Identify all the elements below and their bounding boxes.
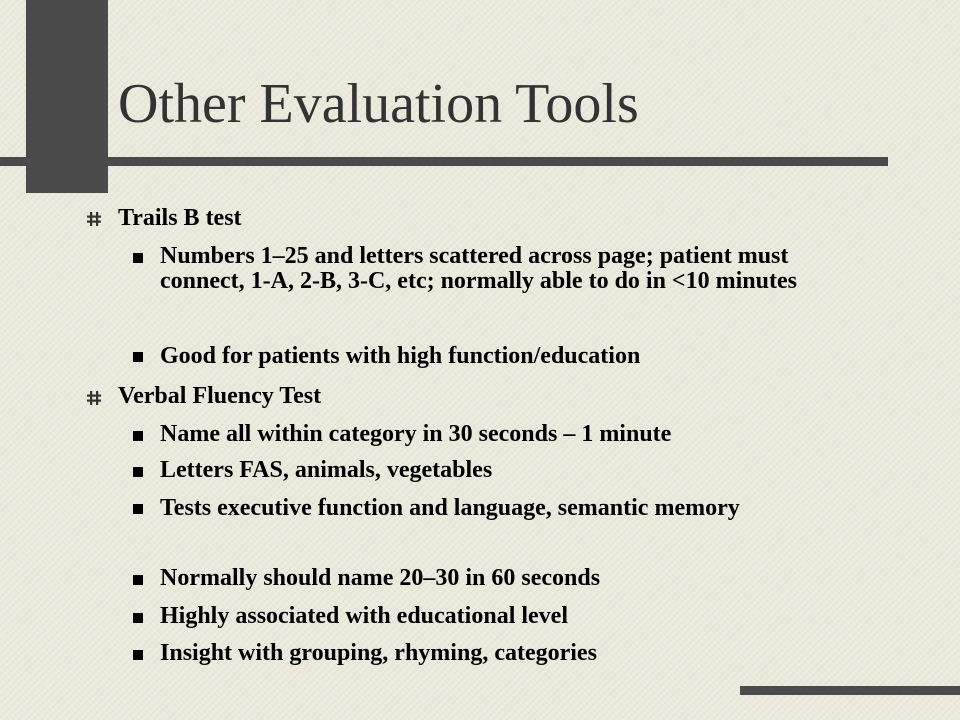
hash-bullet-icon	[86, 211, 102, 227]
square-bullet-icon	[133, 575, 143, 585]
square-bullet-icon	[133, 467, 143, 477]
slide-title: Other Evaluation Tools	[118, 73, 639, 135]
section-heading: Verbal Fluency Test	[118, 383, 322, 409]
list-item: Numbers 1–25 and letters scattered across page; patient must connect, 1-A, 2-B, 3-C, etc; normally able to do in <10 minutes	[160, 243, 797, 294]
list-item: Name all within category in 30 seconds – 1 minute	[160, 421, 672, 447]
square-bullet-icon	[133, 504, 143, 514]
list-item: Good for patients with high function/education	[160, 343, 641, 369]
section-heading: Trails B test	[118, 205, 242, 231]
square-bullet-icon	[133, 253, 143, 263]
list-item: Highly associated with educational level	[160, 603, 568, 629]
square-bullet-icon	[133, 431, 143, 441]
list-item: Letters FAS, animals, vegetables	[160, 457, 493, 483]
list-item: Insight with grouping, rhyming, categories	[160, 640, 597, 666]
hash-bullet-icon	[86, 390, 102, 406]
square-bullet-icon	[133, 650, 143, 660]
square-bullet-icon	[133, 352, 143, 362]
list-item: Normally should name 20–30 in 60 seconds	[160, 565, 601, 591]
list-item: Tests executive function and language, semantic memory	[160, 495, 740, 521]
square-bullet-icon	[133, 613, 143, 623]
